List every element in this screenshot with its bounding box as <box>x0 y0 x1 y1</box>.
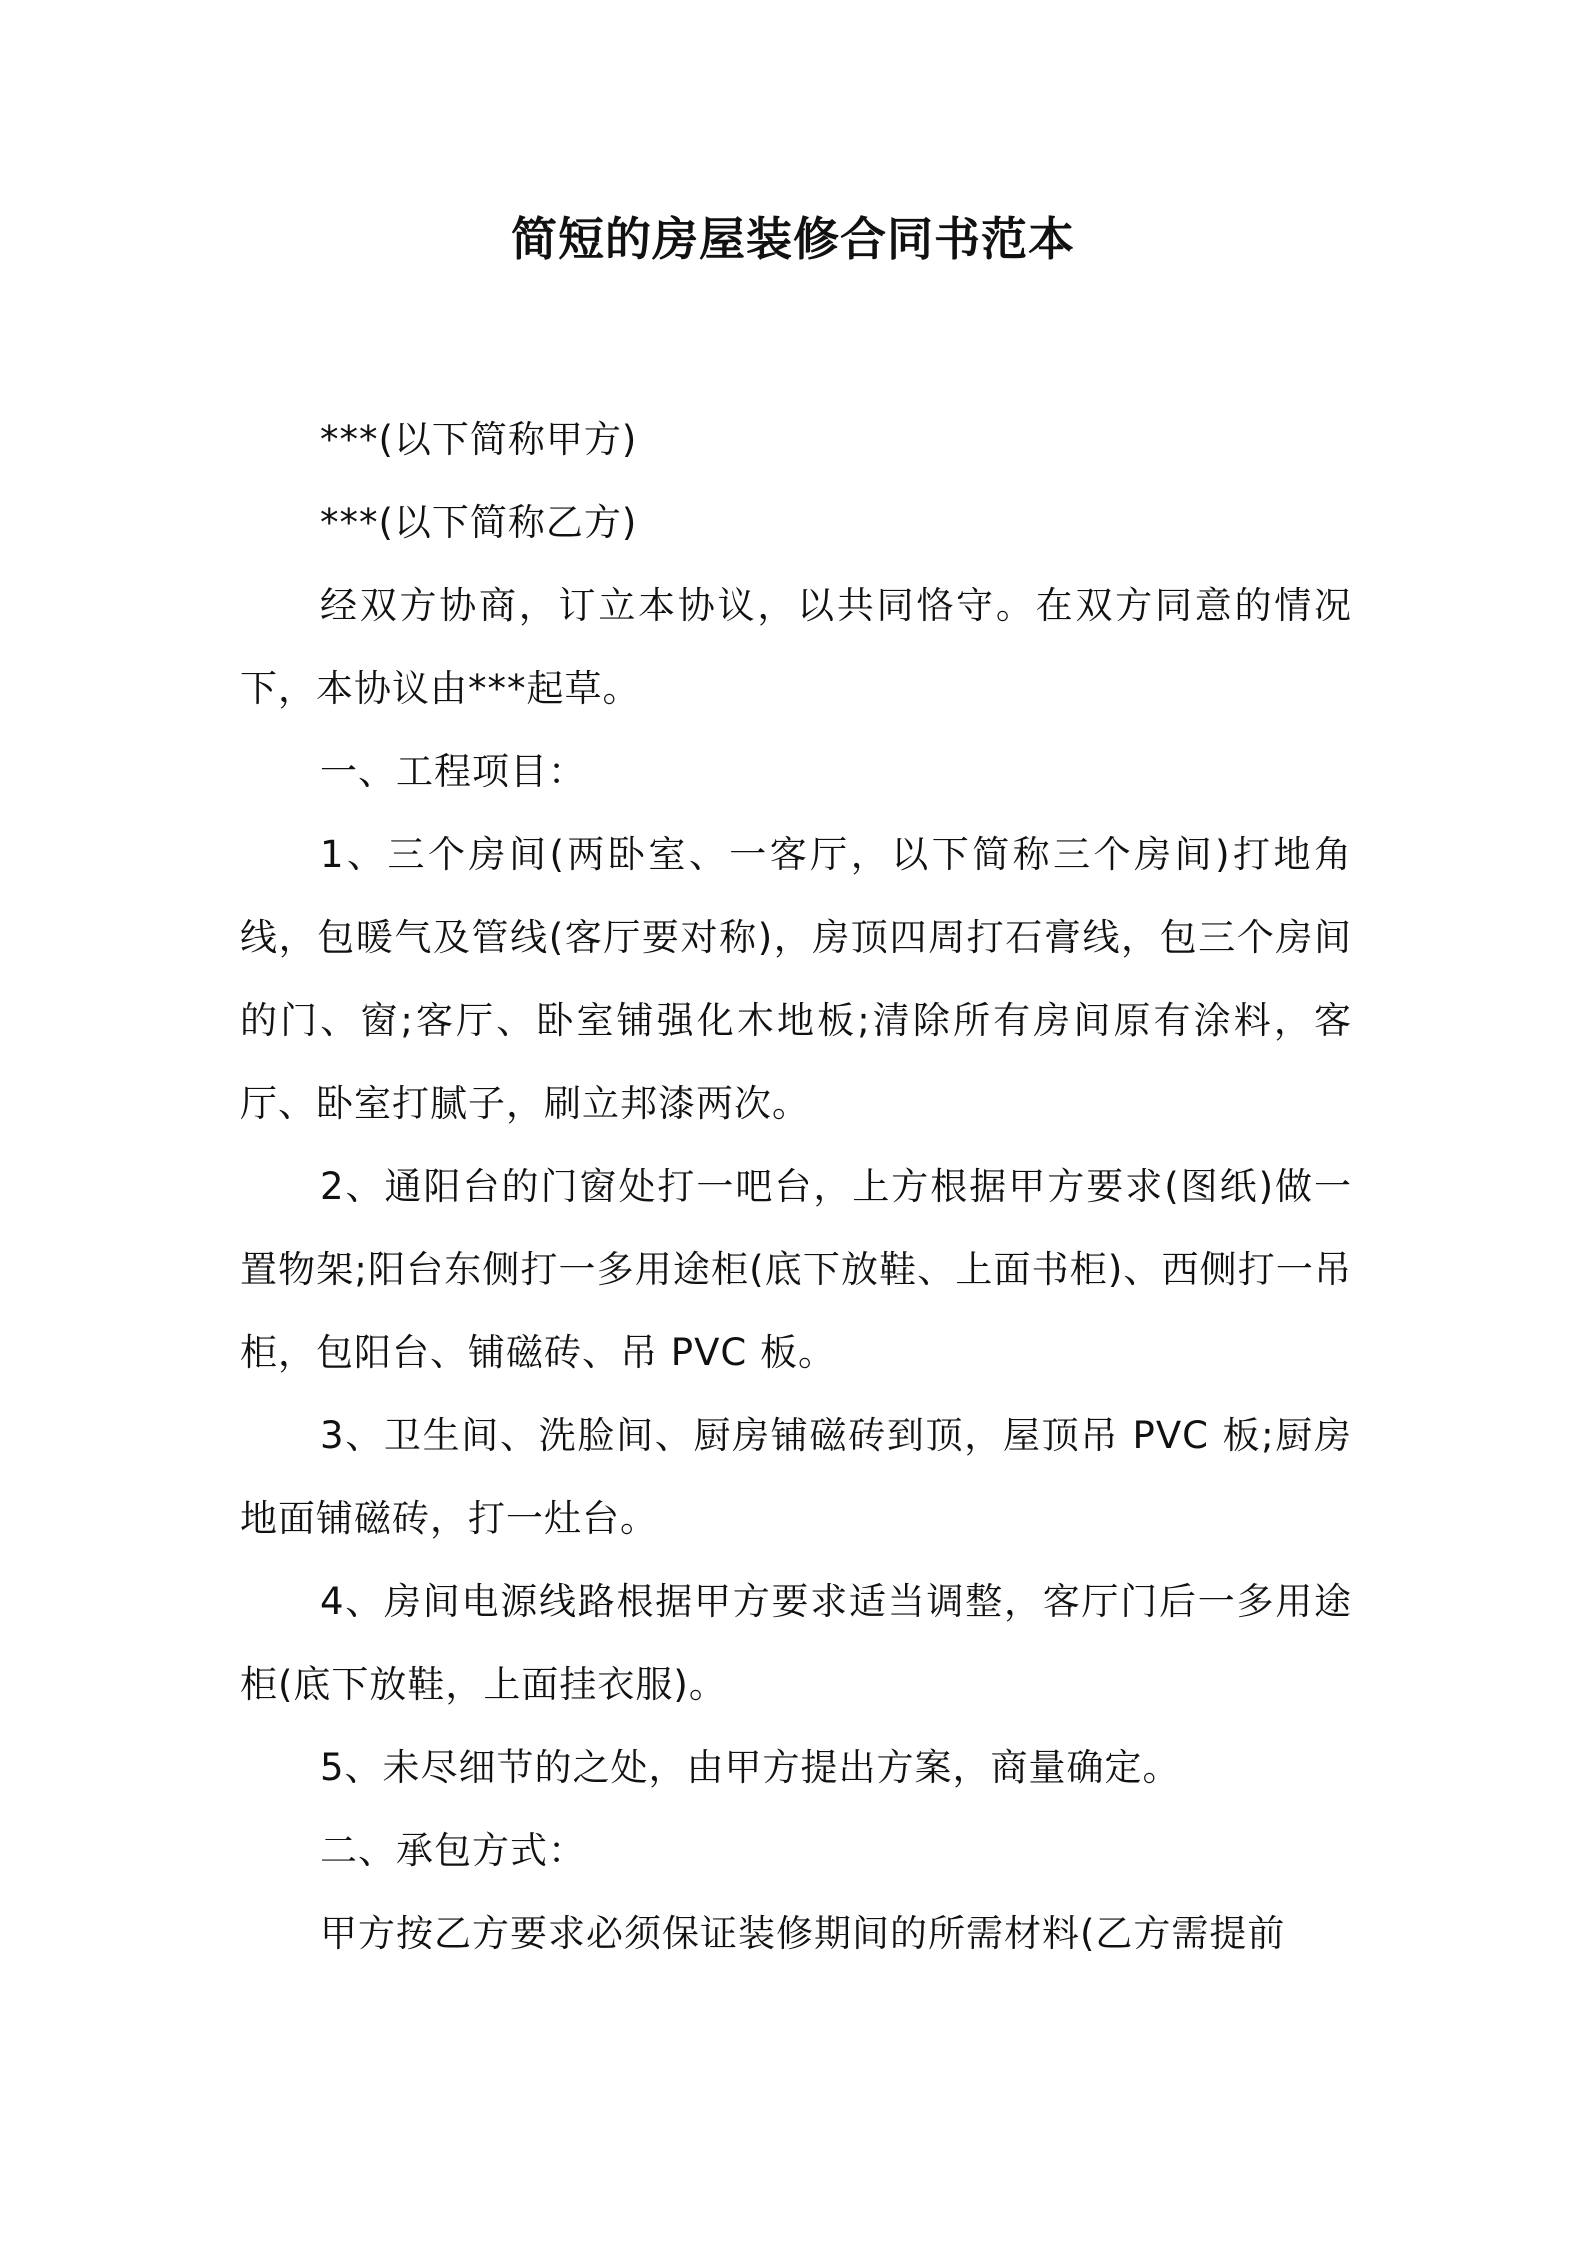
project-item-4: 4、房间电源线路根据甲方要求适当调整，客厅门后一多用途柜(底下放鞋，上面挂衣服)。 <box>240 1580 1352 1706</box>
project-item-3: 3、卫生间、洗脸间、厨房铺磁砖到顶，屋顶吊 PVC 板;厨房地面铺磁砖，打一灶台。 <box>240 1414 1352 1540</box>
party-b-line: ***(以下简称乙方) <box>320 501 638 544</box>
project-item-2: 2、通阳台的门窗处打一吧台，上方根据甲方要求(图纸)做一置物架;阳台东侧打一多用途柜(底下放鞋、上面书柜)、西侧打一吊柜，包阳台、铺磁砖、吊 PVC 板。 <box>240 1165 1352 1374</box>
party-a-line: ***(以下简称甲方) <box>320 418 638 461</box>
document-body <box>240 398 1352 1975</box>
contract-method-paragraph: 甲方按乙方要求必须保证装修期间的所需材料(乙方需提前 <box>320 1912 1286 1955</box>
project-item-5: 5、未尽细节的之处，由甲方提出方案，商量确定。 <box>320 1746 1181 1789</box>
document-title: 简短的房屋装修合同书范本 <box>511 212 1075 266</box>
agreement-intro-paragraph: 经双方协商，订立本协议，以共同恪守。在双方同意的情况下，本协议由***起草。 <box>240 584 1352 710</box>
project-item-1: 1、三个房间(两卧室、一客厅，以下简称三个房间)打地角线，包暖气及管线(客厅要对称)，房顶四周打石膏线，包三个房间的门、窗;客厅、卧室铺强化木地板;清除所有房间原有涂料，客厅、卧室打腻子，刷立邦漆两次。 <box>240 833 1352 1125</box>
section-heading-contract-method: 二、承包方式： <box>320 1829 586 1872</box>
section-heading-project: 一、工程项目： <box>320 750 586 793</box>
